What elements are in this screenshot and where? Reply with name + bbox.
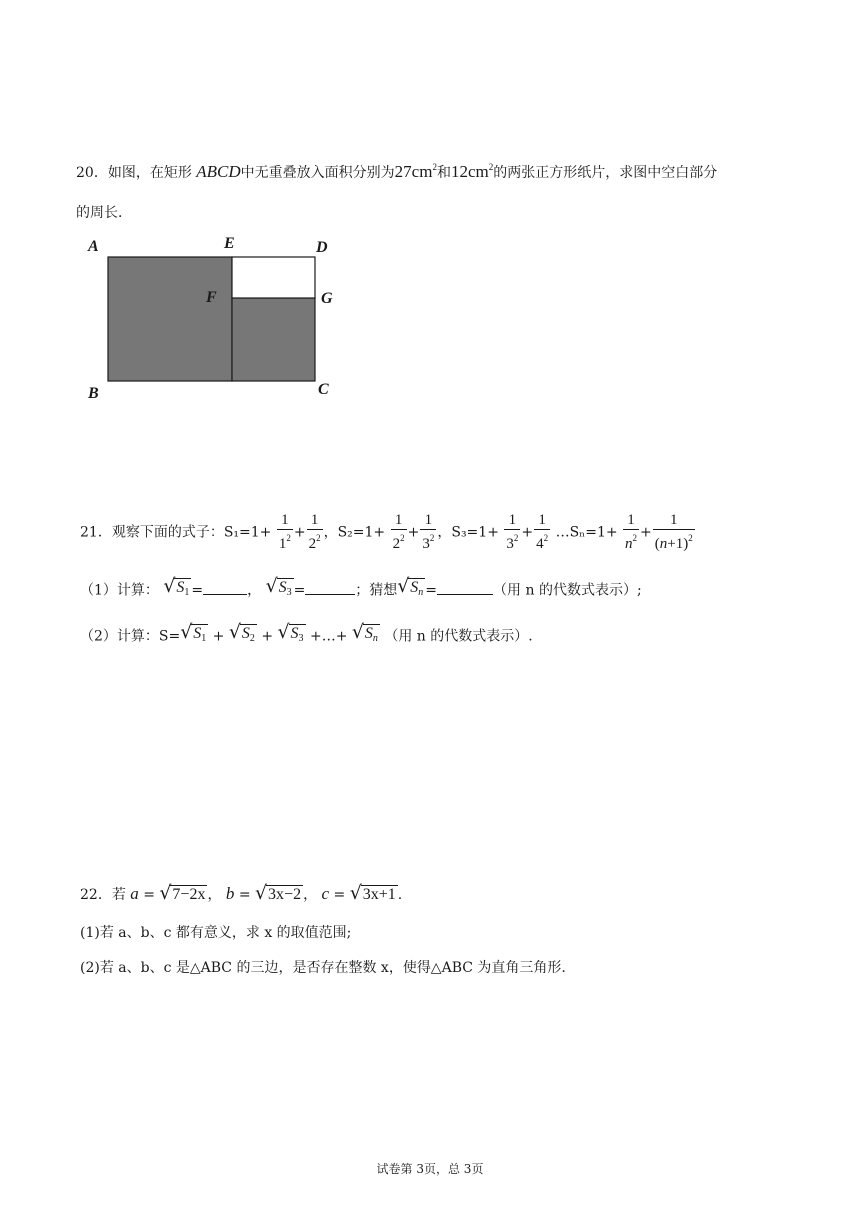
frac-1-over-4sq: $\frac{1}{4^2}$ [536,512,549,552]
label-G: G [321,290,333,307]
frac-1-over-nsq: $\frac{1}{n^2}$ [625,512,638,552]
sqrt-b: √ 3x−2 [255,882,302,904]
label-C: C [318,381,329,398]
frac-1-over-n1sq: $\frac{1}{(n+1)^2}$ [654,512,693,552]
label-F: F [206,289,217,306]
q20-line1: 20．如图，在矩形 ABCD中无重叠放入面积分别为$27cm^2$和$12cm^2$的两张正方形纸片，求图中空白部分 [76,162,718,181]
label-A: A [88,238,99,255]
sum-sqrt-Sn: √ $S_n$ [351,621,378,644]
frac-1-over-1sq: $\frac{1}{1^2}$ [278,512,291,552]
blank-region [232,257,315,298]
q20-line2: 的周长． [76,205,132,221]
area-27: $27cm^2$ [394,162,437,181]
sum-sqrt-S1: √ $S_1$ [180,621,207,644]
q22-line1: 22．若 a = √ 7−2x ， b = √ 3x−2 ， c = √ 3x+1 . [80,882,403,904]
area-12: $12cm^2$ [450,162,494,181]
sqrt-a: √ 7−2x [159,882,206,904]
q20-figure [80,232,350,404]
blank-sqrt-S1[interactable] [203,594,247,595]
frac-1-over-2sq-b: $\frac{1}{2^2}$ [392,512,405,552]
blank-sqrt-S3[interactable] [305,594,355,595]
sqrt-Sn: √ $S_n$ [397,575,424,598]
frac-1-over-3sq: $\frac{1}{3^2}$ [422,512,435,552]
frac-1-over-2sq: $\frac{1}{2^2}$ [308,512,321,552]
sum-sqrt-S3: √ $S_3$ [277,621,304,644]
q22-part1: (1)若 a、b、c 都有意义，求 x 的取值范围; [80,925,352,941]
page-footer: 试卷第 3页，总 3页 [376,1162,484,1176]
q21-part1: （1）计算： √ $S_1$ = ， √ $S_3$ = ；猜想 √ $S_n$ = （用 n 的代数式表示）; [80,578,642,603]
sum-sqrt-S2: √ $S_2$ [228,621,255,644]
label-D: D [316,239,328,256]
label-E: E [224,235,235,252]
rect-name: ABCD [196,162,241,181]
sqrt-c: √ 3x+1 [349,882,396,904]
q21-line1: 21．观察下面的式子：S₁=1+ $\frac{1}{1^2}$ + $\frac{1}{2^2}$ ，S₂=1+ $\frac{1}{2^2}$ + $\frac{1}{3^2}$ ，S₃=1+ $\frac{1}{3^2}$ + $\frac{1}{4^2}$ …Sₙ=1+ $\frac{1}{n^2}$ + $\frac{1}{(n+1)^2}$ [80,512,693,552]
sqrt-S1: √ $S_1$ [163,575,190,598]
blank-sqrt-Sn[interactable] [437,594,493,595]
q21-part2: （2）计算：S= √ $S_1$ + √ $S_2$ + √ $S_3$ +…+ √ $S_n$ （用 n 的代数式表示）. [80,624,533,649]
q22-part2: (2)若 a、b、c 是△ABC 的三边，是否存在整数 x，使得△ABC 为直角三角形. [80,960,566,976]
label-B: B [88,385,99,402]
frac-1-over-3sq-b: $\frac{1}{3^2}$ [506,512,519,552]
large-square [108,257,232,381]
small-square [232,298,315,381]
sqrt-S3: √ $S_3$ [265,575,292,598]
